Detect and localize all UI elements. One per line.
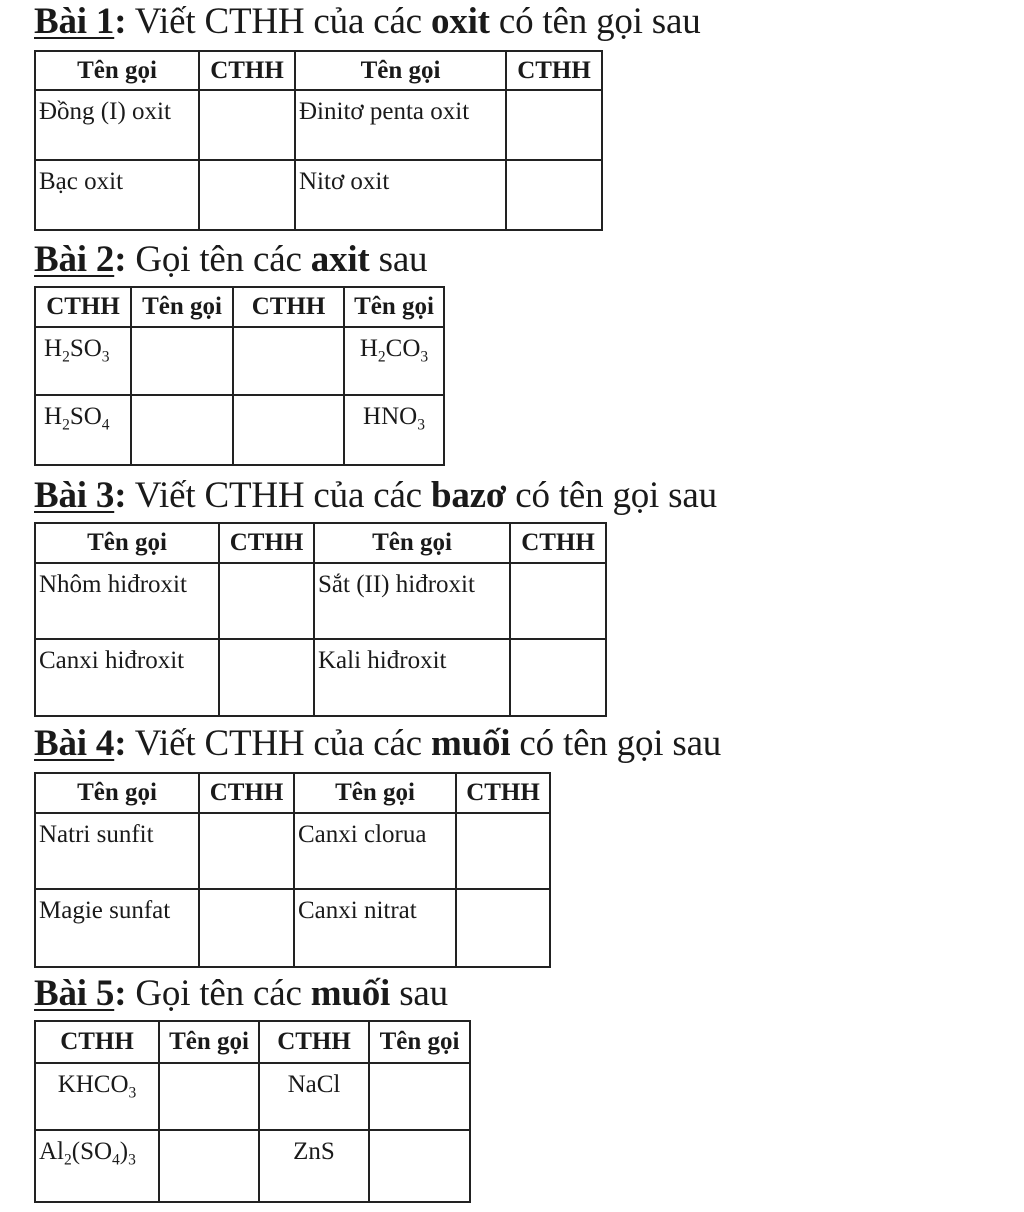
bai3-heading: Bài 3: Viết CTHH của các bazơ có tên gọi sau <box>34 475 717 516</box>
bai5-header: Tên gọi <box>159 1021 259 1063</box>
bai5-header: CTHH <box>35 1021 159 1063</box>
bai1-name-cell: Bạc oxit <box>35 160 199 230</box>
bai5-formula-cell: NaCl <box>259 1063 369 1130</box>
bai1-answer-cell[interactable] <box>199 90 295 160</box>
bai2-formula-cell <box>35 395 131 465</box>
bai2-label: Bài 2 <box>34 239 115 280</box>
bai3-answer-cell[interactable] <box>510 563 606 639</box>
bai5-formula-cell: ZnS <box>259 1130 369 1202</box>
bai5-header: Tên gọi <box>369 1021 470 1063</box>
bai2-header: Tên gọi <box>131 287 233 327</box>
bai2-answer-cell[interactable] <box>131 327 233 395</box>
formula-element: ) <box>119 1138 129 1165</box>
bai2-formula-cell <box>35 327 131 395</box>
bai3-post: có tên gọi sau <box>515 475 717 516</box>
bai1-answer-cell[interactable] <box>506 160 602 230</box>
bai4-post: có tên gọi sau <box>519 723 722 764</box>
bai3-header: Tên gọi <box>35 523 219 563</box>
bai5-answer-cell[interactable] <box>369 1063 470 1130</box>
bai2-post: sau <box>378 239 428 280</box>
bai1-header: Tên gọi <box>295 51 506 90</box>
formula-element: KHCO <box>57 1071 129 1098</box>
bai4-pre: Viết CTHH của các <box>134 723 422 764</box>
bai1-keyword: oxit <box>430 1 490 42</box>
bai2-header: CTHH <box>233 287 344 327</box>
bai1-pre: Viết CTHH của các <box>134 1 422 42</box>
bai1-name-cell: Đinitơ penta oxit <box>295 90 506 160</box>
bai2-answer-cell[interactable] <box>233 327 344 395</box>
bai2-keyword: axit <box>310 239 370 280</box>
bai4-label: Bài 4 <box>34 723 115 764</box>
bai1-header: CTHH <box>506 51 602 90</box>
formula-subscript: 3 <box>417 416 425 434</box>
bai4-header: Tên gọi <box>35 773 199 813</box>
bai3-pre: Viết CTHH của các <box>134 475 422 516</box>
bai5-answer-cell[interactable] <box>369 1130 470 1202</box>
bai4-answer-cell[interactable] <box>456 889 550 967</box>
formula-subscript: 2 <box>377 348 386 366</box>
bai3-name-cell: Sắt (II) hiđroxit <box>314 563 510 639</box>
bai3-label: Bài 3 <box>34 475 115 516</box>
bai1-answer-cell[interactable] <box>199 160 295 230</box>
bai1-table <box>34 50 603 231</box>
bai1-name-cell: Nitơ oxit <box>295 160 506 230</box>
bai5-header: CTHH <box>259 1021 369 1063</box>
bai3-answer-cell[interactable] <box>219 563 314 639</box>
bai5-heading: Bài 5: Gọi tên các muối sau <box>34 973 448 1014</box>
bai4-header: CTHH <box>199 773 294 813</box>
bai5-answer-cell[interactable] <box>159 1063 259 1130</box>
formula-subscript: 3 <box>420 348 429 366</box>
formula-subscript: 3 <box>101 348 110 366</box>
bai5-answer-cell[interactable] <box>159 1130 259 1202</box>
formula-element: HNO <box>363 403 418 430</box>
bai5-post: sau <box>399 973 448 1014</box>
bai2-formula-cell <box>344 395 444 465</box>
bai2-header: CTHH <box>35 287 131 327</box>
bai2-header: Tên gọi <box>344 287 444 327</box>
bai4-header: Tên gọi <box>294 773 456 813</box>
bai4-answer-cell[interactable] <box>456 813 550 889</box>
bai2-heading: Bài 2: Gọi tên các axit sau <box>34 239 428 280</box>
bai3-header: CTHH <box>219 523 314 563</box>
formula-element: H <box>44 403 63 430</box>
bai3-answer-cell[interactable] <box>510 639 606 716</box>
formula-element: Al <box>39 1138 64 1165</box>
bai5-keyword: muối <box>310 973 391 1014</box>
bai4-name-cell: Canxi nitrat <box>294 889 456 967</box>
formula-element: SO <box>69 403 102 430</box>
bai1-header: CTHH <box>199 51 295 90</box>
bai3-name-cell: Nhôm hiđroxit <box>35 563 219 639</box>
bai4-table <box>34 772 551 968</box>
formula-subscript: 2 <box>64 1151 72 1169</box>
formula-subscript: 4 <box>112 1151 120 1169</box>
bai2-pre: Gọi tên các <box>135 239 302 280</box>
bai4-answer-cell[interactable] <box>199 889 294 967</box>
bai3-keyword: bazơ <box>430 475 507 516</box>
bai5-label: Bài 5 <box>34 973 115 1014</box>
bai5-formula-cell <box>35 1063 159 1130</box>
bai4-name-cell: Natri sunfit <box>35 813 199 889</box>
formula-element: (SO <box>71 1138 113 1165</box>
bai2-answer-cell[interactable] <box>131 395 233 465</box>
bai3-header: CTHH <box>510 523 606 563</box>
bai4-answer-cell[interactable] <box>199 813 294 889</box>
bai3-name-cell: Kali hiđroxit <box>314 639 510 716</box>
bai3-name-cell: Canxi hiđroxit <box>35 639 219 716</box>
formula-element: H <box>44 335 63 362</box>
formula-subscript: 2 <box>62 348 70 366</box>
bai1-post: có tên gọi sau <box>498 1 701 42</box>
bai1-heading: Bài 1: Viết CTHH của các oxit có tên gọi sau <box>34 1 701 42</box>
formula-subscript: 3 <box>128 1151 136 1169</box>
bai5-table <box>34 1020 471 1203</box>
bai2-answer-cell[interactable] <box>233 395 344 465</box>
formula-element: CO <box>385 335 421 362</box>
bai4-header: CTHH <box>456 773 550 813</box>
bai1-answer-cell[interactable] <box>506 90 602 160</box>
bai2-formula-cell <box>344 327 444 395</box>
formula-element: H <box>359 335 378 362</box>
bai4-heading: Bài 4: Viết CTHH của các muối có tên gọi sau <box>34 723 722 764</box>
formula-element: SO <box>69 335 102 362</box>
bai4-keyword: muối <box>430 723 511 764</box>
bai3-table <box>34 522 607 717</box>
formula-subscript: 2 <box>62 416 70 434</box>
bai3-header: Tên gọi <box>314 523 510 563</box>
bai5-formula-cell <box>35 1130 159 1202</box>
bai4-name-cell: Magie sunfat <box>35 889 199 967</box>
formula-subscript: 3 <box>128 1084 137 1102</box>
bai4-name-cell: Canxi clorua <box>294 813 456 889</box>
bai5-pre: Gọi tên các <box>135 973 302 1014</box>
bai1-label: Bài 1 <box>34 1 115 42</box>
bai3-answer-cell[interactable] <box>219 639 314 716</box>
bai2-table <box>34 286 445 466</box>
formula-subscript: 4 <box>101 416 110 434</box>
bai1-name-cell: Đồng (I) oxit <box>35 90 199 160</box>
bai1-header: Tên gọi <box>35 51 199 90</box>
